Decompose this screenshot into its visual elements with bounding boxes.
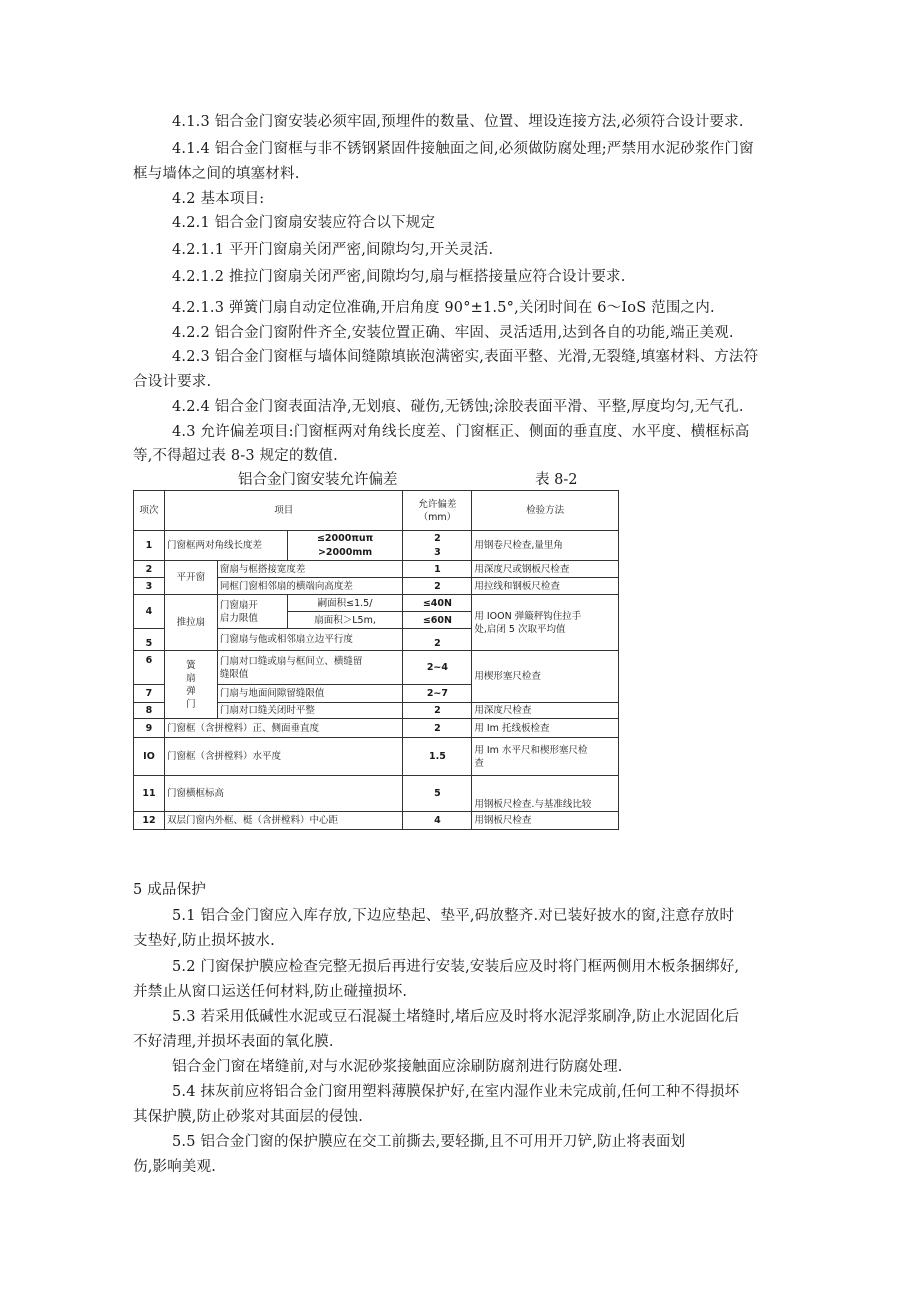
group-tanhuang-char-1: 簧 [186, 659, 196, 671]
row-1-val-a: 2 [403, 531, 472, 546]
row-6-item-line2: 缝限值 [219, 668, 249, 680]
paragraph-5-5-cont: 伤,影响美观. [133, 1159, 217, 1175]
group-tanhuang-char-2: 扇 [186, 672, 196, 684]
paragraph-4-2-2: 4.2.2 铝合金门窗附件齐全,安装位置正确、牢固、灵活适用,达到各自的功能,端正美观. [172, 325, 734, 341]
paragraph-5-3-note: 铝合金门窗在堵缝前,对与水泥砂浆接触面应涂刷防腐剂进行防腐处理. [172, 1059, 623, 1075]
row-7-val: 2~7 [403, 685, 472, 703]
row-6-method: 用楔形塞尺检查 [472, 651, 619, 703]
row-5-no: 5 [134, 629, 165, 651]
group-tuila: 推拉扇 [164, 595, 217, 651]
row-11-item: 门窗横框标高 [164, 776, 403, 812]
row-8-no: 8 [134, 703, 165, 719]
row-12-no: 12 [134, 812, 165, 830]
row-10-method-line1: 用 Im 水平尺和楔形塞尺检 [474, 744, 588, 756]
header-allowance-line2: （mm） [418, 511, 457, 523]
row-11-method: 用钢板尺检查.与基准线比较 [472, 776, 619, 812]
row-10-item: 门窗框（含拼樘料）水平度 [164, 738, 403, 776]
paragraph-5-4-cont: 其保护膜,防止砂浆对其面层的侵蚀. [133, 1109, 364, 1125]
group-tanhuang-char-3: 弹 [186, 685, 196, 697]
paragraph-4-2-1-3: 4.2.1.3 弹簧门扇自动定位准确,开启角度 90°±1.5°,关闭时间在 6～IoS 范围之内. [172, 300, 715, 316]
section-5-title: 5 成品保护 [133, 882, 207, 898]
header-allowance-line1: 允许偏差 [418, 498, 457, 510]
row-6-no: 6 [134, 651, 165, 685]
row-12-val: 4 [403, 812, 472, 830]
row-8-item: 门扇对口缝关闭时平整 [217, 703, 403, 719]
row-3-item: 同框门窗相邻扇的横端向高度差 [217, 578, 403, 595]
row-3-no: 3 [134, 578, 165, 595]
row-3-val: 2 [403, 578, 472, 595]
paragraph-4-1-4: 4.1.4 铝合金门窗框与非不锈钢紧固件接触面之间,必须做防腐处理;严禁用水泥砂浆作门窗 [172, 141, 754, 157]
paragraph-5-5: 5.5 铝合金门窗的保护膜应在交工前撕去,要轻撕,且不可用开刀铲,防止将表面划 [172, 1134, 686, 1150]
paragraph-5-1-cont: 支垫好,防止损坏披水. [133, 933, 275, 949]
row-12-item: 双层门窗内外框、梃（含拼樘料）中心距 [164, 812, 403, 830]
paragraph-4-1-4-cont: 框与墙体之间的填塞材料. [133, 166, 300, 182]
header-item: 项目 [164, 491, 403, 531]
paragraph-4-2-3: 4.2.3 铝合金门窗框与墙体间缝隙填嵌泡满密实,表面平整、光滑,无裂缝,填塞材料、方法符 [172, 349, 759, 365]
row-2-no: 2 [134, 561, 165, 578]
row-4-sub-a: 嗣面积≤1.5/ [287, 595, 403, 612]
paragraph-4-1-3: 4.1.3 铝合金门窗安装必须牢固,预埋件的数量、位置、埋设连接方法,必须符合设计要求. [172, 114, 744, 130]
row-10-method-line2: 查 [474, 757, 484, 769]
row-4-sub-b: 扇面积＞L5m, [287, 612, 403, 629]
row-9-item: 门窗框（含拼樘料）正、侧面垂直度 [164, 719, 403, 738]
row-9-val: 2 [403, 719, 472, 738]
table-row [134, 719, 619, 738]
row-6-val: 2~4 [403, 651, 472, 685]
group-tanhuang-char-4: 门 [186, 698, 196, 710]
row-4-no: 4 [134, 595, 165, 629]
paragraph-5-2-cont: 并禁止从窗口运送任何材料,防止碰撞损坏. [133, 984, 408, 1000]
row-1-val-b: 3 [403, 546, 472, 561]
paragraph-4-2-1: 4.2.1 铝合金门窗扇安装应符合以下规定 [172, 215, 436, 231]
row-1-method: 用钢卷尺检查,量里角 [472, 531, 619, 561]
paragraph-4-3: 4.3 允许偏差项目:门窗框两对角线长度差、门窗框正、侧面的垂直度、水平度、横框标高 [172, 424, 750, 440]
paragraph-4-2-4: 4.2.4 铝合金门窗表面洁净,无划痕、碰伤,无锈蚀;涂胶表面平滑、平整,厚度均匀,无气孔. [172, 399, 744, 415]
header-allowance [403, 491, 472, 531]
paragraph-5-3-cont: 不好清理,并损坏表面的氧化膜. [133, 1034, 334, 1050]
paragraph-5-2: 5.2 门窗保护膜应检查完整无损后再进行安装,安装后应及时将门框两侧用木板条捆绑好, [172, 959, 740, 975]
table-row [134, 776, 619, 812]
paragraph-4-2-1-2: 4.2.1.2 推拉门窗扇关闭严密,间隙均匀,扇与框搭接量应符合设计要求. [172, 269, 626, 285]
paragraph-5-4: 5.4 抹灰前应将铝合金门窗用塑料薄膜保护好,在室内湿作业未完成前,任何工种不得损坏 [172, 1084, 740, 1100]
paragraph-5-1: 5.1 铝合金门窗应入库存放,下边应垫起、垫平,码放整齐.对已装好披水的窗,注意存放时 [172, 908, 735, 924]
row-9-method: 用 Im 托线板检查 [472, 719, 619, 738]
row-7-no: 7 [134, 685, 165, 703]
table-row [134, 561, 619, 578]
row-3-method: 用拉线和钢板尺检查 [472, 578, 619, 595]
row-4-method-line2: 处,启闭 5 次取平均值 [474, 623, 566, 635]
allowed-deviation-table [133, 490, 619, 830]
row-5-val: 2 [403, 629, 472, 651]
row-4-val-a: ≤40N [403, 595, 472, 612]
row-2-method: 用深度尺或钢板尺检查 [472, 561, 619, 578]
row-4-item-line1: 门窗扇开 [219, 599, 258, 611]
paragraph-4-2-3-cont: 合设计要求. [133, 374, 212, 390]
row-12-method: 用钢板尺检查 [472, 812, 619, 830]
table-number: 表 8-2 [535, 472, 578, 488]
table-row [134, 531, 619, 546]
row-10-no: IO [134, 738, 165, 776]
row-5-item: 门窗扇与他或相邻扇立边平行度 [217, 629, 403, 651]
header-method: 检验方法 [472, 491, 619, 531]
row-4-item-line2: 启力限值 [219, 612, 258, 624]
paragraph-4-2-1-1: 4.2.1.1 平开门窗扇关闭严密,间隙均匀,开关灵活. [172, 242, 494, 258]
row-8-val: 2 [403, 703, 472, 719]
table-row [134, 651, 619, 685]
row-4-method-line1: 用 IOON 弹簸秤钩住拉手 [474, 610, 582, 622]
group-pingkai: 平开窗 [164, 561, 217, 595]
row-1-item: 门窗框两对角线长度差 [164, 531, 287, 561]
paragraph-4-2: 4.2 基本项目: [172, 191, 265, 207]
row-2-item: 窗扇与框搭接宽度差 [217, 561, 403, 578]
row-6-item [217, 651, 403, 685]
row-10-method [472, 738, 619, 776]
row-11-no: 11 [134, 776, 165, 812]
table-row [134, 738, 619, 776]
row-4-val-b: ≤60N [403, 612, 472, 629]
row-1-sub-a: ≤2000πuπ [287, 531, 403, 546]
row-4-item [217, 595, 287, 629]
group-tanhuang [164, 651, 217, 719]
row-1-sub-b: >2000mm [287, 546, 403, 561]
row-11-val: 5 [403, 776, 472, 812]
table-row [134, 812, 619, 830]
row-4-method [472, 595, 619, 651]
row-6-item-line1: 门扇对口缝或扇与框间立、横缝留 [219, 655, 363, 667]
row-1-no: 1 [134, 531, 165, 561]
paragraph-4-3-cont: 等,不得超过表 8-3 规定的数值. [133, 448, 338, 464]
table-caption: 铝合金门窗安装允许偏差 [238, 472, 398, 488]
table-header-row [134, 491, 619, 531]
row-9-no: 9 [134, 719, 165, 738]
header-item-no: 项次 [134, 491, 165, 531]
row-10-val: 1.5 [403, 738, 472, 776]
row-8-method: 用深度尺检查 [472, 703, 619, 719]
row-7-item: 门扇与地面间隙留缝限值 [217, 685, 403, 703]
table-row [134, 595, 619, 612]
paragraph-5-3: 5.3 若采用低碱性水泥或豆石混凝土堵缝时,堵后应及时将水泥浮浆刷净,防止水泥固化后 [172, 1009, 740, 1025]
row-2-val: 1 [403, 561, 472, 578]
